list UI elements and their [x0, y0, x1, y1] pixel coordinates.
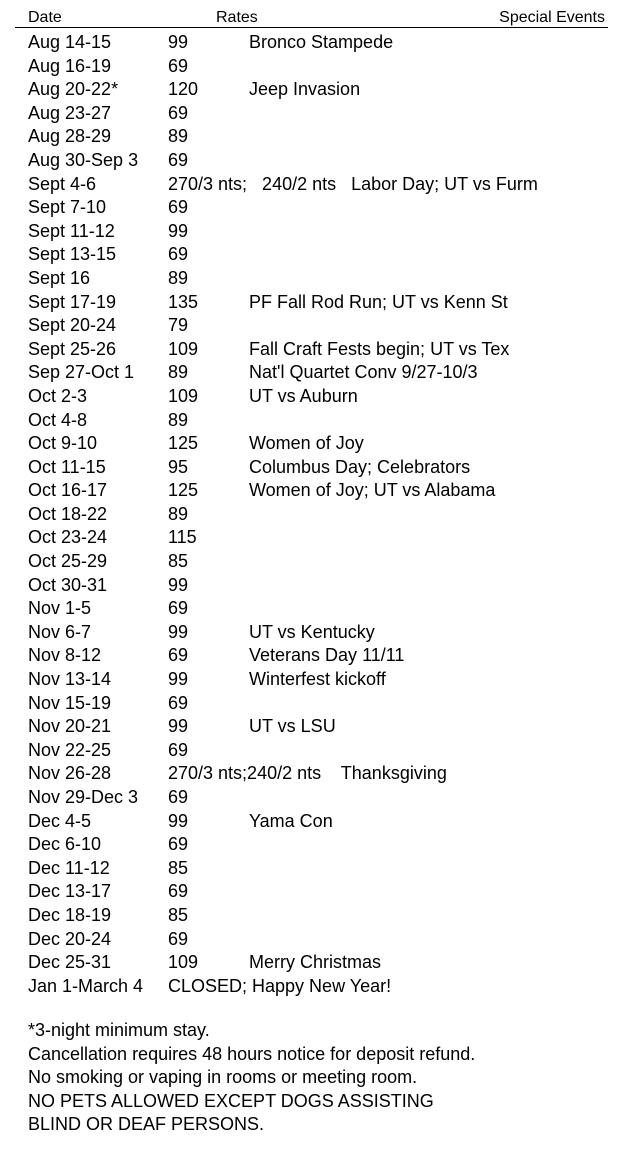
- policy-note: No smoking or vaping in rooms or meeting room.: [28, 1067, 418, 1088]
- row-date: Nov 15-19: [28, 692, 112, 713]
- table-row: [0, 149, 622, 173]
- row-rate: 69: [168, 55, 189, 76]
- row-date: Oct 18-22: [28, 503, 108, 524]
- table-row: [0, 409, 622, 433]
- row-date: Oct 25-29: [28, 551, 108, 572]
- row-rate: 99: [168, 32, 189, 52]
- row-special-event: Columbus Day; Celebrators: [249, 456, 471, 477]
- table-row: [0, 621, 622, 645]
- table-row: [0, 597, 622, 621]
- row-rate: 79: [168, 315, 189, 336]
- row-special-event: UT vs Kentucky: [249, 621, 375, 642]
- row-rate: 69: [168, 598, 189, 619]
- row-rate: 89: [168, 503, 189, 524]
- row-special-event: UT vs Auburn: [249, 385, 358, 406]
- table-row: [0, 550, 622, 574]
- row-rate: 69: [168, 739, 189, 760]
- row-rate: 69: [168, 834, 189, 855]
- row-rate: 69: [168, 149, 189, 170]
- table-row: [0, 904, 622, 928]
- row-rate: 125: [168, 433, 199, 454]
- row-date: Sept 16: [28, 267, 91, 288]
- row-date: Aug 28-29: [28, 126, 112, 147]
- row-rate: 270/3 nts;240/2 nts Thanksgiving: [168, 763, 447, 784]
- row-date: Dec 13-17: [28, 881, 112, 902]
- header-special-events: Special Events: [499, 9, 605, 26]
- row-date: Sept 25-26: [28, 338, 117, 359]
- table-row: [0, 361, 622, 385]
- table-row: [0, 833, 622, 857]
- table-row: [0, 243, 622, 267]
- row-date: Aug 16-19: [28, 55, 112, 76]
- row-rate: 69: [168, 928, 189, 949]
- row-rate: 99: [168, 574, 189, 595]
- row-date: Aug 23-27: [28, 102, 112, 123]
- row-rate: 69: [168, 197, 189, 218]
- row-date: Sept 13-15: [28, 244, 117, 265]
- row-date: Sept 20-24: [28, 315, 117, 336]
- table-row: [0, 503, 622, 527]
- table-row: [0, 880, 622, 904]
- row-rate: 89: [168, 362, 189, 383]
- row-date: Nov 13-14: [28, 669, 112, 690]
- row-special-event: Women of Joy: [249, 433, 364, 454]
- row-special-event: PF Fall Rod Run; UT vs Kenn St: [249, 291, 508, 312]
- table-row: [0, 526, 622, 550]
- row-rate: 95: [168, 456, 189, 477]
- row-rate: 89: [168, 409, 189, 430]
- table-row: [0, 692, 622, 716]
- table-row: [0, 574, 622, 598]
- table-row: [0, 928, 622, 952]
- table-row: [0, 31, 622, 55]
- row-rate: 109: [168, 338, 199, 359]
- row-rate: 109: [168, 952, 199, 973]
- row-date: Dec 25-31: [28, 952, 112, 973]
- row-date: Nov 20-21: [28, 716, 112, 737]
- row-date: Sept 7-10: [28, 197, 107, 218]
- row-rate: CLOSED; Happy New Year!: [168, 975, 392, 996]
- row-date: Oct 16-17: [28, 480, 108, 501]
- row-rate: 99: [168, 810, 189, 831]
- row-date: Nov 8-12: [28, 645, 102, 666]
- row-rate: 99: [168, 621, 189, 642]
- table-row: [0, 479, 622, 503]
- row-rate: 115: [168, 527, 197, 548]
- table-row: [0, 385, 622, 409]
- row-special-event: Yama Con: [249, 810, 333, 831]
- policy-note: NO PETS ALLOWED EXCEPT DOGS ASSISTING: [28, 1090, 434, 1111]
- row-date: Dec 11-12: [28, 857, 110, 878]
- row-special-event: Fall Craft Fests begin; UT vs Tex: [249, 338, 510, 359]
- table-row: [0, 78, 622, 102]
- row-date: Oct 9-10: [28, 433, 98, 454]
- table-row: [0, 314, 622, 338]
- row-special-event: Bronco Stampede: [249, 32, 394, 52]
- policy-note: BLIND OR DEAF PERSONS.: [28, 1114, 265, 1135]
- row-rate: 69: [168, 787, 189, 807]
- table-row: [0, 291, 622, 315]
- table-row: [0, 338, 622, 362]
- header-rates: Rates: [216, 9, 258, 26]
- row-date: Aug 20-22*: [28, 79, 119, 100]
- row-date: Jan 1-March 4: [28, 975, 144, 996]
- header-underline: [15, 27, 608, 28]
- row-special-event: Merry Christmas: [249, 952, 382, 973]
- table-row: [0, 456, 622, 480]
- row-date: Dec 20-24: [28, 928, 112, 949]
- table-row: [0, 715, 622, 739]
- row-date: Oct 30-31: [28, 574, 108, 595]
- row-rate: 69: [168, 102, 189, 123]
- row-date: Nov 29-Dec 3: [28, 787, 139, 807]
- rate-table: [0, 31, 622, 998]
- row-rate: 99: [168, 220, 189, 241]
- row-rate: 89: [168, 267, 189, 288]
- row-special-event: Veterans Day 11/11: [249, 645, 405, 666]
- row-date: Oct 11-15: [28, 456, 106, 477]
- row-date: Dec 6-10: [28, 834, 102, 855]
- row-special-event: UT vs LSU: [249, 716, 336, 737]
- row-rate: 69: [168, 881, 189, 902]
- table-row: [0, 102, 622, 126]
- row-date: Nov 6-7: [28, 621, 92, 642]
- row-special-event: Women of Joy; UT vs Alabama: [249, 480, 496, 501]
- table-row: [0, 762, 622, 786]
- table-row: [0, 196, 622, 220]
- row-date: Nov 1-5: [28, 598, 92, 619]
- policy-note: *3-night minimum stay.: [28, 1020, 210, 1040]
- table-row: [0, 432, 622, 456]
- table-row: [0, 125, 622, 149]
- table-row: [0, 220, 622, 244]
- row-date: Sept 11-12: [28, 220, 115, 241]
- policy-notes: [28, 1019, 608, 1137]
- row-rate: 135: [168, 291, 199, 312]
- row-rate: 125: [168, 480, 199, 501]
- row-rate: 85: [168, 904, 189, 925]
- row-date: Oct 4-8: [28, 409, 88, 430]
- policy-note: Cancellation requires 48 hours notice for deposit refund.: [28, 1043, 476, 1064]
- table-row: [0, 173, 622, 197]
- table-row: [0, 55, 622, 79]
- table-row: [0, 786, 622, 810]
- table-row: [0, 267, 622, 291]
- row-date: Sep 27-Oct 1: [28, 362, 135, 383]
- row-rate: 85: [168, 551, 189, 572]
- row-rate: 85: [168, 857, 189, 878]
- row-date: Sept 17-19: [28, 291, 117, 312]
- row-date: Aug 14-15: [28, 32, 112, 52]
- row-rate: 89: [168, 126, 189, 147]
- row-date: Sept 4-6: [28, 173, 97, 194]
- row-rate: 120: [168, 79, 199, 100]
- row-date: Dec 18-19: [28, 904, 112, 925]
- table-row: [0, 951, 622, 975]
- row-rate: 69: [168, 244, 189, 265]
- row-rate: 109: [168, 385, 199, 406]
- table-row: [0, 739, 622, 763]
- table-row: [0, 644, 622, 668]
- table-row: [0, 975, 622, 999]
- table-row: [0, 668, 622, 692]
- row-rate: 69: [168, 645, 189, 666]
- row-rate: 270/3 nts; 240/2 nts Labor Day; UT vs Furm: [168, 173, 538, 194]
- row-date: Dec 4-5: [28, 810, 92, 831]
- row-date: Oct 2-3: [28, 385, 88, 406]
- row-rate: 99: [168, 669, 189, 690]
- row-date: Nov 26-28: [28, 763, 112, 784]
- row-date: Oct 23-24: [28, 527, 108, 548]
- table-row: [0, 857, 622, 881]
- row-special-event: Jeep Invasion: [249, 79, 361, 100]
- row-rate: 69: [168, 692, 189, 713]
- row-date: Aug 30-Sep 3: [28, 149, 139, 170]
- header-date: Date: [28, 9, 62, 26]
- row-rate: 99: [168, 716, 189, 737]
- row-special-event: Nat'l Quartet Conv 9/27-10/3: [249, 362, 478, 383]
- row-special-event: Winterfest kickoff: [249, 669, 386, 690]
- row-date: Nov 22-25: [28, 739, 112, 760]
- table-row: [0, 810, 622, 834]
